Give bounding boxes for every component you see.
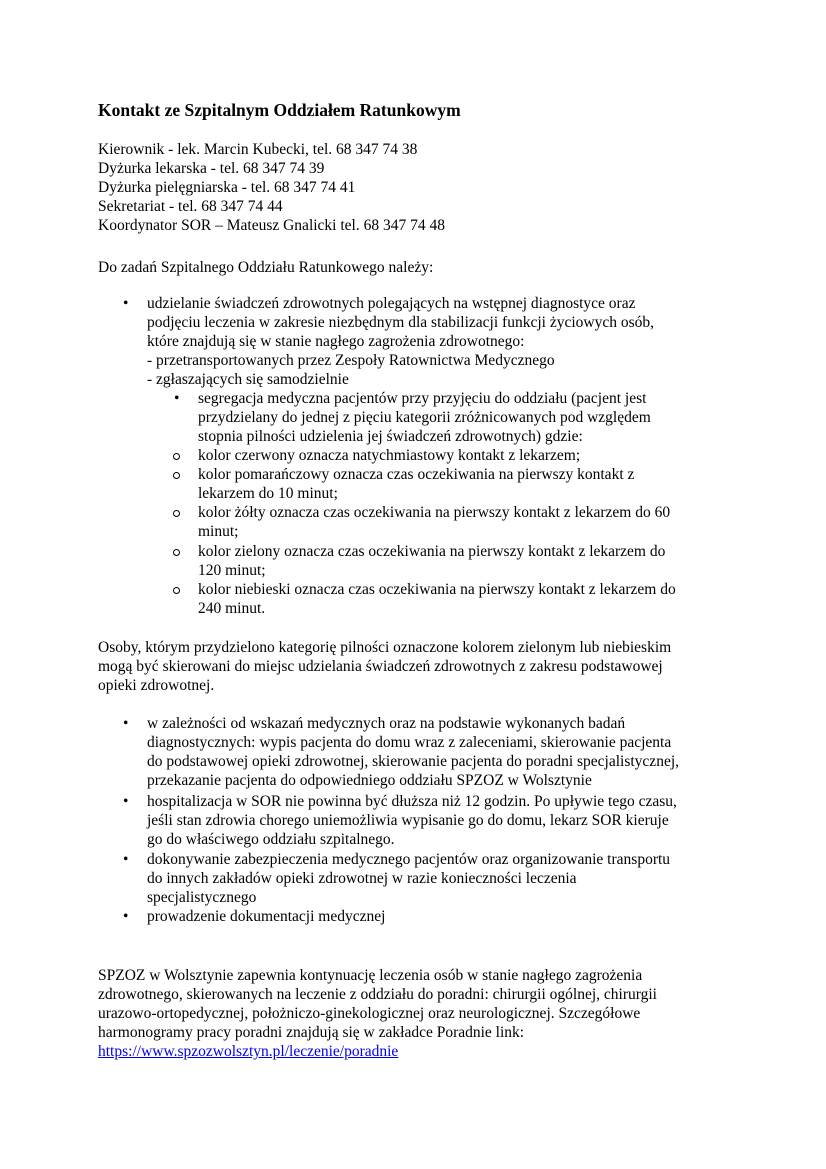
- task-line: podjęciu leczenia w zakresie niezbędnym dla stabilizacji funkcji życiowych osób,: [147, 314, 654, 331]
- closing-line: harmonogramy pracy poradni znajdują się w zakładce Poradnie link:: [98, 1024, 525, 1041]
- triage-color-line: minut;: [198, 523, 239, 540]
- closing-line: urazowo-ortopedycznej, położniczo-ginekologicznej oraz neurologicznej. Szczegółowe: [98, 1005, 641, 1022]
- task-item: [123, 714, 680, 790]
- circle-bullet-icon: [173, 587, 180, 594]
- task-line: do podstawowej opieki zdrowotnej, skierowanie pacjenta do poradni specjalistycznej,: [147, 753, 680, 770]
- task-line: specjalistycznego: [147, 889, 257, 906]
- triage-note: [98, 638, 738, 695]
- page-title: Kontakt ze Szpitalnym Oddziałem Ratunkowym: [98, 100, 461, 120]
- circle-bullet-icon: [173, 510, 180, 517]
- circle-bullet-icon: [173, 453, 180, 460]
- triage-color-blue: [198, 580, 676, 618]
- task-line: go do właściwego oddziału szpitalnego.: [147, 831, 395, 848]
- contact-line: Dyżurka pielęgniarska - tel. 68 347 74 41: [98, 179, 356, 196]
- task-line: - przetransportowanych przez Zespoły Ratownictwa Medycznego: [147, 352, 555, 369]
- triage-line: stopnia pilności udzielenia jej świadczeń zdrowotnych) gdzie:: [198, 428, 583, 445]
- closing-paragraph: [98, 966, 738, 1061]
- bullet-icon: •: [123, 851, 129, 868]
- task-item: [123, 907, 386, 926]
- tasks-intro-text: Do zadań Szpitalnego Oddziału Ratunkowego należy:: [98, 259, 434, 276]
- circle-bullet-icon: [173, 549, 180, 556]
- note-line: Osoby, którym przydzielono kategorię pilności oznaczone kolorem zielonym lub niebieskim: [98, 639, 672, 656]
- task-line: udzielanie świadczeń zdrowotnych polegających na wstępnej diagnostyce oraz: [147, 295, 636, 312]
- contact-line: Dyżurka lekarska - tel. 68 347 74 39: [98, 160, 325, 177]
- triage-color-line: 120 minut;: [198, 562, 266, 579]
- bullet-icon: •: [123, 793, 129, 810]
- triage-color-yellow: [198, 503, 670, 541]
- task-line: - zgłaszających się samodzielnie: [147, 371, 349, 388]
- contact-line: Kierownik - lek. Marcin Kubecki, tel. 68 347 74 38: [98, 141, 418, 158]
- triage-color-line: kolor pomarańczowy oznacza czas oczekiwania na pierwszy kontakt z: [198, 466, 635, 483]
- task-line: do innych zakładów opieki zdrowotnej w razie konieczności leczenia: [147, 870, 577, 887]
- task-line: dokonywanie zabezpieczenia medycznego pacjentów oraz organizowanie transportu: [147, 851, 671, 868]
- triage-line: przydzielany do jednej z pięciu kategorii zróżnicowanych pod względem: [198, 409, 651, 426]
- triage-color-red: [198, 446, 580, 465]
- contact-list: [98, 140, 738, 235]
- triage-color-line: kolor żółty oznacza czas oczekiwania na pierwszy kontakt z lekarzem do 60: [198, 504, 671, 521]
- clinics-link[interactable]: https://www.spzozwolsztyn.pl/leczenie/poradnie: [98, 1043, 399, 1060]
- contact-line: Sekretariat - tel. 68 347 74 44: [98, 198, 283, 215]
- circle-bullet-icon: [173, 472, 180, 479]
- task-line: prowadzenie dokumentacji medycznej: [147, 908, 386, 925]
- triage-color-line: kolor zielony oznacza czas oczekiwania na pierwszy kontakt z lekarzem do: [198, 543, 666, 560]
- bullet-icon: •: [123, 908, 129, 925]
- bullet-icon: •: [123, 295, 129, 312]
- task-item: [123, 294, 654, 389]
- triage-color-line: kolor czerwony oznacza natychmiastowy kontakt z lekarzem;: [198, 447, 581, 464]
- contact-line: Koordynator SOR – Mateusz Gnalicki tel. 68 347 74 48: [98, 217, 445, 234]
- bullet-icon: •: [174, 390, 180, 407]
- triage-line: segregacja medyczna pacjentów przy przyjęciu do oddziału (pacjent jest: [198, 390, 647, 407]
- task-line: w zależności od wskazań medycznych oraz na podstawie wykonanych badań: [147, 715, 626, 732]
- triage-color-line: 240 minut.: [198, 600, 266, 617]
- task-line: które znajdują się w stanie nagłego zagrożenia zdrowotnego:: [147, 333, 525, 350]
- closing-line: SPZOZ w Wolsztynie zapewnia kontynuację leczenia osób w stanie nagłego zagrożenia: [98, 967, 643, 984]
- task-item: [123, 792, 677, 849]
- triage-color-green: [198, 542, 665, 580]
- task-line: jeśli stan zdrowia chorego uniemożliwia wypisanie go do domu, lekarz SOR kieruje: [147, 812, 669, 829]
- closing-line: zdrowotnego, skierowanych na leczenie z oddziału do poradni: chirurgii ogólnej, chirurgii: [98, 986, 657, 1003]
- bullet-icon: •: [123, 715, 129, 732]
- triage-color-orange: [198, 465, 634, 503]
- task-line: przekazanie pacjenta do odpowiedniego oddziału SPZOZ w Wolsztynie: [147, 772, 592, 789]
- tasks-intro: [98, 258, 738, 277]
- task-line: hospitalizacja w SOR nie powinna być dłuższa niż 12 godzin. Po upływie tego czasu,: [147, 793, 677, 810]
- note-line: opieki zdrowotnej.: [98, 677, 215, 694]
- triage-item: [174, 389, 651, 446]
- task-line: diagnostycznych: wypis pacjenta do domu wraz z zaleceniami, skierowanie pacjenta: [147, 734, 672, 751]
- task-item: [123, 850, 671, 907]
- note-line: mogą być skierowani do miejsc udzielania świadczeń zdrowotnych z zakresu podstawowej: [98, 658, 663, 675]
- triage-color-line: kolor niebieski oznacza czas oczekiwania na pierwszy kontakt z lekarzem do: [198, 581, 676, 598]
- triage-color-line: lekarzem do 10 minut;: [198, 485, 338, 502]
